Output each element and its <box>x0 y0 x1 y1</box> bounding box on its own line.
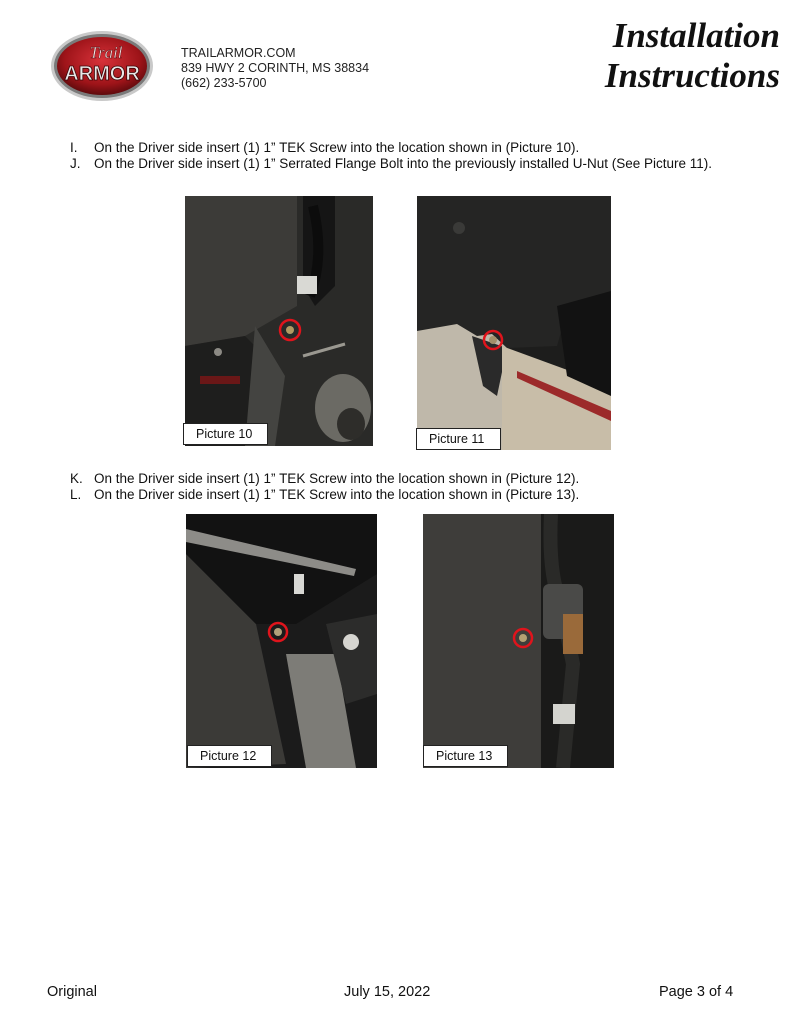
step-marker: I. <box>70 140 78 155</box>
picture-10-photo <box>185 196 373 446</box>
picture-10-caption: Picture 10 <box>183 423 268 445</box>
step-item <box>70 471 740 487</box>
step-marker: J. <box>70 156 81 171</box>
step-marker: K. <box>70 471 83 486</box>
step-text: On the Driver side insert (1) 1” TEK Screw into the location shown in (Picture 10). <box>94 140 580 155</box>
steps-list-2 <box>70 471 740 503</box>
company-phone: (662) 233-5700 <box>181 76 267 90</box>
step-text: On the Driver side insert (1) 1” Serrated Flange Bolt into the previously installed U-Nut (See Picture 11). <box>94 156 713 171</box>
step-item <box>70 487 740 503</box>
logo-text-trail: Trail <box>89 43 123 62</box>
step-marker: L. <box>70 487 82 502</box>
logo-text-armor: ARMOR <box>64 63 140 85</box>
step-text: On the Driver side insert (1) 1” TEK Screw into the location shown in (Picture 13). <box>94 487 580 502</box>
step-item <box>70 140 740 156</box>
title-line-1: Installation <box>612 16 780 55</box>
title-line-2: Instructions <box>604 56 780 95</box>
company-info <box>181 46 369 91</box>
company-website: TRAILARMOR.COM <box>181 46 296 60</box>
step-text: On the Driver side insert (1) 1” TEK Screw into the location shown in (Picture 12). <box>94 471 580 486</box>
picture-12-photo <box>186 514 377 768</box>
picture-11-photo <box>417 196 611 450</box>
page-title <box>605 16 780 96</box>
footer-date: July 15, 2022 <box>344 984 431 1000</box>
picture-11-caption: Picture 11 <box>416 428 501 450</box>
footer-page-number: Page 3 of 4 <box>659 984 734 1000</box>
step-item <box>70 156 740 172</box>
picture-13-caption: Picture 13 <box>423 745 508 767</box>
trail-armor-logo <box>50 30 154 102</box>
steps-list-1 <box>70 140 740 172</box>
picture-13-photo <box>423 514 614 768</box>
footer-original: Original <box>47 984 97 1000</box>
company-address: 839 HWY 2 CORINTH, MS 38834 <box>181 61 370 75</box>
picture-12-caption: Picture 12 <box>187 745 272 767</box>
